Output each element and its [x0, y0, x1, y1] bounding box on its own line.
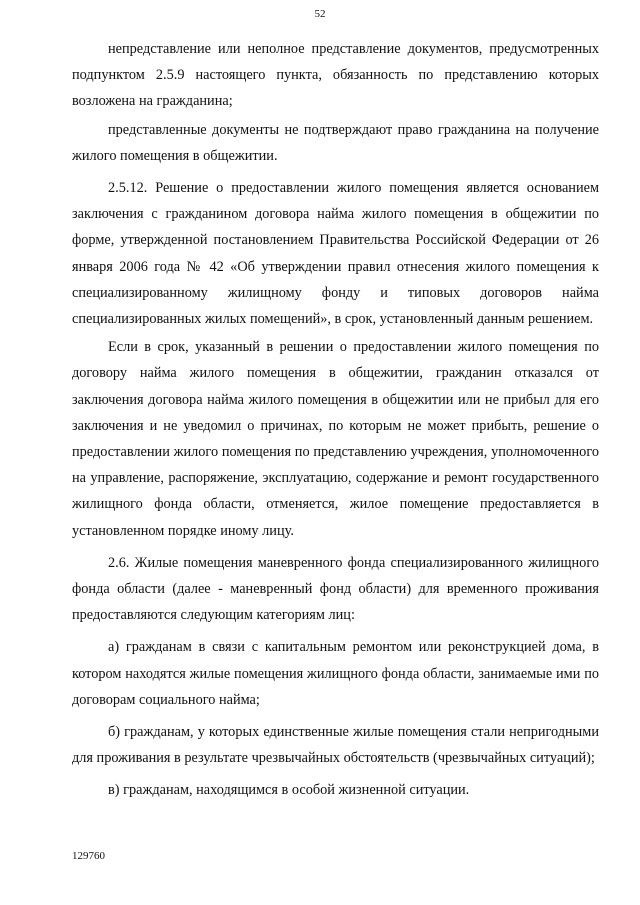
document-body	[72, 36, 599, 806]
paragraph-2-6: 2.6. Жилые помещения маневренного фонда специализированного жилищного фонда области (далее - маневренный фонд области) для временного проживания предоставляются следующим категориям лиц:	[72, 554, 599, 624]
paragraph-2-5-12: 2.5.12. Решение о предоставлении жилого помещения является основанием заключения с гражданином договора найма жилого помещения в общежитии по форме, утвержденной постановлением Правительства Российской Федерации от 26 января 2006 года № 42 «Об утверждении правил отнесения жилого помещения к специализированному жилищному фонду и типовых договоров найма специализированных жилых помещений», в срок, установленный данным решением.	[72, 180, 599, 328]
paragraph-documents-not-confirm: представленные документы не подтверждают право гражданина на получение жилого помещения в общежитии.	[72, 121, 599, 164]
paragraph-refusal: Если в срок, указанный в решении о предоставлении жилого помещения по договору найма жилого помещения в общежитии, гражданин отказался от заключения договора найма жилого помещения в общежитии или не прибыл для его заключения и не уведомил о причинах, по которым не может прибыть, решение о предоставлении жилого помещения по представлению учреждения, уполномоченного на управление, распоряжение, эксплуатацию, содержание и ремонт государственного жилищного фонда области, отменяется, жилое помещение предоставляется в установленном порядке иному лицу.	[72, 339, 599, 539]
list-item-a: а) гражданам в связи с капитальным ремонтом или реконструкцией дома, в котором находятся жилые помещения жилищного фонда области, занимаемые ими по договорам социального найма;	[72, 639, 599, 708]
paragraph-nonsubmission: непредставление или неполное представление документов, предусмотренных подпунктом 2.5.9 настоящего пункта, обязанность по представлению которых возложена на гражданина;	[72, 41, 599, 110]
list-item-v: в) гражданам, находящимся в особой жизненной ситуации.	[108, 782, 470, 799]
list-item-b: б) гражданам, у которых единственные жилые помещения стали непригодными для проживания в результате чрезвычайных обстоятельств (чрезвычайных ситуаций);	[72, 724, 599, 767]
document-code: 129760	[72, 850, 105, 862]
page-number: 52	[314, 8, 326, 20]
